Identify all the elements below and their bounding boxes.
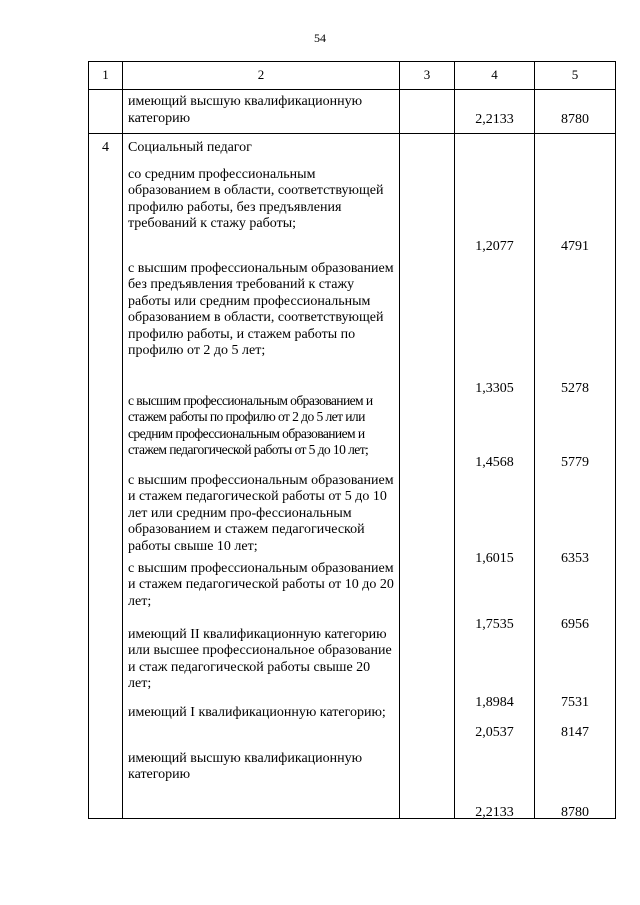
continuation-row	[89, 90, 616, 134]
coefficient-value: 1,4568	[475, 455, 514, 470]
header-col-1: 1	[89, 62, 123, 90]
coefficient-value: 1,3305	[475, 381, 514, 396]
header-col-3: 3	[400, 62, 455, 90]
list-item: имеющий II квалификационную категорию или высшее профессиональное образование и стаж педагогической работы свыше 20 лет;	[128, 626, 392, 691]
salary-value: 8780	[561, 805, 589, 820]
coefficient-value: 1,8984	[475, 695, 514, 710]
coefficient-value: 1,2077	[475, 239, 514, 254]
list-item: имеющий I квалификационную категорию;	[128, 704, 386, 720]
salary-value: 6353	[561, 551, 589, 566]
salary-value: 4791	[561, 239, 589, 254]
salary-table	[88, 61, 616, 819]
salary-value: 8147	[561, 725, 589, 740]
salary-value: 5779	[561, 455, 589, 470]
continuation-coefficient: 2,2133	[475, 111, 514, 127]
list-item: с высшим профессиональным образованием и стажем работы по профилю от 2 до 5 лет или средним профессиональным образованием и стажем педагогической работы от 5 до 10 лет;	[128, 392, 373, 457]
header-row	[89, 62, 616, 90]
continuation-text: имеющий высшую квалификационную категорию	[128, 94, 363, 126]
list-item: с высшим профессиональным образованием и стажем педагогической работы от 5 до 10 лет или средним про-фессиональным образованием и стажем педагогической работы свыше 10 лет;	[128, 472, 394, 554]
coefficient-value: 2,0537	[475, 725, 514, 740]
section-title: Социальный педагог	[128, 140, 252, 155]
section-row	[89, 140, 616, 819]
continuation-num-cell	[89, 90, 123, 134]
salary-value: 5278	[561, 381, 589, 396]
list-item: со средним профессиональным образованием в области, соответствующей профилю работы, без предъявления требований к стажу работы;	[128, 166, 384, 231]
list-item: имеющий высшую квалификационную категорию	[128, 750, 363, 782]
coefficient-value: 2,2133	[475, 805, 514, 820]
coefficient-value: 1,7535	[475, 617, 514, 632]
salary-value: 7531	[561, 695, 589, 710]
list-item: с высшим профессиональным образованием без предъявления требований к стажу работы или средним профессиональным образованием в области, соответствующей профилю работы, и стажем работы по профилю от 2 до 5 лет;	[128, 260, 394, 358]
page-number: 54	[314, 31, 326, 45]
list-item: с высшим профессиональным образованием и стажем педагогической работы от 10 до 20 лет;	[128, 560, 394, 609]
continuation-salary: 8780	[561, 111, 589, 127]
section-number: 4	[102, 140, 109, 155]
salary-value: 6956	[561, 617, 589, 632]
header-col-2: 2	[123, 62, 400, 90]
header-col-4: 4	[455, 62, 535, 90]
header-col-5: 5	[535, 62, 616, 90]
coefficient-value: 1,6015	[475, 551, 514, 566]
